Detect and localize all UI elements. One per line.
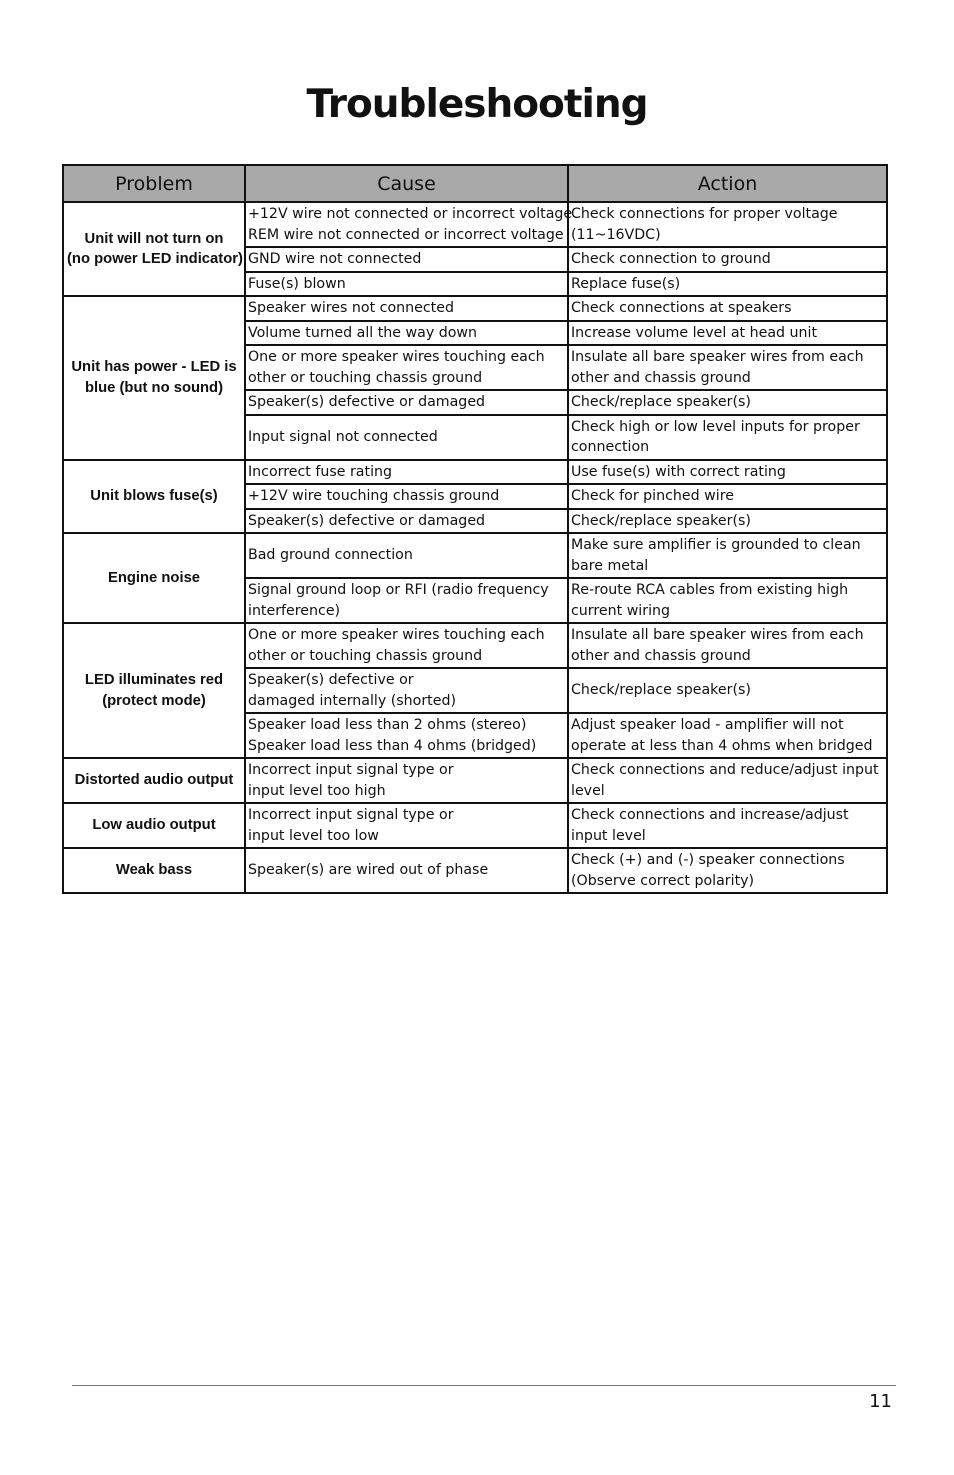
cause-text: One or more speaker wires touching each [248,349,545,365]
problem-text: Low audio output [92,817,216,834]
action-cell [568,484,887,509]
cause-text: Input signal not connected [248,428,438,445]
action-cell [568,202,887,247]
troubleshooting-table [62,164,888,894]
problem-text: (protect mode) [102,692,206,709]
action-cell [568,345,887,390]
problem-cell [63,533,245,623]
page-title: Troubleshooting [306,82,648,127]
cause-cell [245,509,568,534]
problem-text: Unit has power - LED is [71,359,237,376]
action-text: other and chassis ground [571,369,751,386]
action-text: operate at less than 4 ohms when bridged [571,737,873,754]
problem-text: Distorted audio output [74,772,234,789]
cause-cell [245,713,568,758]
cause-cell [245,623,568,668]
problem-cell [63,202,245,296]
action-text: Check connections at speakers [571,300,792,316]
header-problem: Problem [63,165,245,202]
action-cell [568,803,887,848]
cause-cell [245,390,568,415]
action-cell [568,415,887,460]
cause-cell [245,415,568,460]
action-text: Check/replace speaker(s) [571,394,751,410]
cause-text: Speaker load less than 4 ohms (bridged) [248,737,537,754]
action-text: Check/replace speaker(s) [571,682,751,699]
cause-cell [245,484,568,509]
header-action: Action [568,165,887,202]
cause-cell [245,803,568,848]
action-text: Use fuse(s) with correct rating [571,463,786,480]
action-text: Insulate all bare speaker wires from each [571,627,864,643]
cause-cell [245,272,568,297]
action-cell [568,713,887,758]
action-cell [568,578,887,623]
cause-cell [245,296,568,321]
table-row [63,296,887,321]
action-text: (11~16VDC) [571,226,661,243]
table-row [63,758,887,803]
table-header-row [63,165,887,202]
cause-cell [245,758,568,803]
cause-text: Speaker wires not connected [248,300,454,316]
action-text: Adjust speaker load - amplifier will not [571,717,844,733]
cause-text: Volume turned all the way down [248,324,478,341]
cause-cell [245,533,568,578]
cause-text: Speaker(s) defective or damaged [248,512,486,529]
problem-cell [63,296,245,460]
cause-text: Speaker load less than 2 ohms (stereo) [248,717,527,733]
table-row [63,202,887,247]
action-text: Check connections for proper voltage [571,206,838,222]
cause-text: Incorrect fuse rating [248,463,393,480]
action-text: input level [571,827,646,844]
table-row [63,623,887,668]
cause-text: +12V wire touching chassis ground [248,488,500,504]
problem-cell [63,848,245,893]
table-row [63,848,887,893]
cause-text: Speaker(s) are wired out of phase [248,862,489,879]
cause-cell [245,668,568,713]
cause-text: input level too high [248,782,386,799]
cause-text: other or touching chassis ground [248,647,483,664]
action-text: Check connections and increase/adjust [571,807,849,823]
action-text: level [571,782,605,799]
table-body [63,202,887,893]
cause-cell [245,345,568,390]
action-text: Increase volume level at head unit [571,324,818,341]
action-text: bare metal [571,557,649,574]
cause-text: Fuse(s) blown [248,275,346,292]
cause-cell [245,578,568,623]
table-row [63,460,887,485]
action-cell [568,533,887,578]
action-cell [568,296,887,321]
cause-text: Incorrect input signal type or [248,762,454,778]
page-number: 11 [869,1391,892,1412]
cause-cell [245,460,568,485]
problem-text: Weak bass [115,862,193,879]
action-text: Check high or low level inputs for proper [571,418,860,435]
cause-cell [245,321,568,346]
action-text: (Observe correct polarity) [571,872,755,889]
action-cell [568,509,887,534]
footer-divider [72,1385,896,1386]
cause-text: REM wire not connected or incorrect voltage [248,226,564,243]
action-text: Check connections and reduce/adjust input [571,762,879,778]
cause-text: One or more speaker wires touching each [248,627,545,643]
problem-cell [63,460,245,534]
action-text: Check connection to ground [571,251,771,267]
cause-text: Signal ground loop or RFI (radio frequency [248,582,549,598]
action-cell [568,272,887,297]
action-text: Check/replace speaker(s) [571,512,751,529]
action-cell [568,460,887,485]
action-text: Replace fuse(s) [571,275,681,292]
cause-text: Speaker(s) defective or [248,672,414,688]
problem-text: LED illuminates red [84,672,224,688]
problem-text: blue (but no sound) [84,379,224,396]
cause-text: damaged internally (shorted) [248,692,457,709]
action-text: Re-route RCA cables from existing high [571,582,849,598]
cause-text: GND wire not connected [248,251,422,267]
cause-text: +12V wire not connected or incorrect voltage [248,206,573,222]
problem-text: (no power LED indicator) [67,251,243,267]
problem-cell [63,623,245,758]
action-text: connection [571,439,650,455]
cause-text: Bad ground connection [248,547,413,564]
action-cell [568,668,887,713]
action-text: Insulate all bare speaker wires from each [571,349,864,365]
cause-text: Speaker(s) defective or damaged [248,394,486,410]
cause-text: Incorrect input signal type or [248,807,454,823]
action-text: Make sure amplifier is grounded to clean [571,537,861,553]
cause-cell [245,848,568,893]
problem-text: Engine noise [107,569,201,586]
action-cell [568,623,887,668]
action-cell [568,848,887,893]
action-cell [568,390,887,415]
action-text: other and chassis ground [571,647,751,664]
table-row [63,533,887,578]
cause-cell [245,202,573,247]
cause-text: input level too low [248,827,379,844]
problem-cell [63,758,245,803]
header-cause: Cause [245,165,568,202]
problem-text: Unit will not turn on [84,230,224,247]
action-cell [568,247,887,272]
problem-text: Unit blows fuse(s) [90,488,218,504]
action-text: Check for pinched wire [571,488,734,504]
action-text: Check (+) and (-) speaker connections [571,852,845,868]
table-row [63,803,887,848]
cause-text: interference) [248,602,341,619]
action-cell [568,321,887,346]
action-text: current wiring [571,602,671,619]
cause-text: other or touching chassis ground [248,369,483,386]
cause-cell [245,247,568,272]
problem-cell [63,803,245,848]
action-cell [568,758,887,803]
